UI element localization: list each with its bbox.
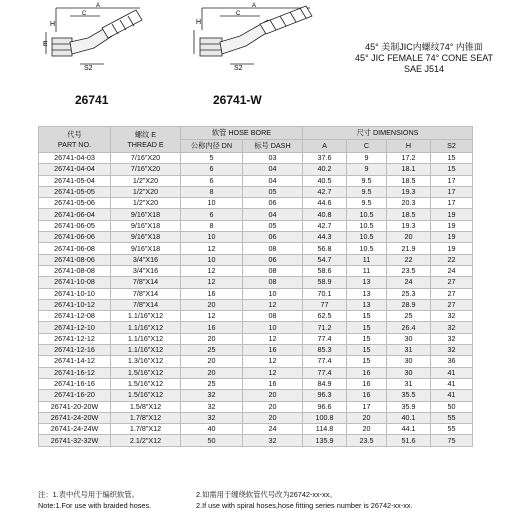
table-cell: 21.9 [387, 243, 431, 254]
table-cell: 19 [431, 209, 473, 220]
table-cell: 17 [431, 198, 473, 209]
table-cell: 20 [181, 356, 243, 367]
table-cell: 71.2 [303, 322, 347, 333]
dim-label-s2: S2 [84, 65, 93, 72]
table-row [39, 232, 473, 243]
header-a: A [303, 140, 347, 153]
table-cell: 16 [347, 390, 387, 401]
table-cell: 1.7/8"X12 [111, 424, 181, 435]
table-cell: 26741-12-10 [39, 322, 111, 333]
table-cell: 06 [243, 198, 303, 209]
table-cell: 77.4 [303, 367, 347, 378]
table-cell: 40.1 [387, 412, 431, 423]
table-cell: 55 [431, 424, 473, 435]
table-cell: 20 [181, 299, 243, 310]
table-cell: 26741-20-20W [39, 401, 111, 412]
table-cell: 04 [243, 164, 303, 175]
table-cell: 32 [431, 345, 473, 356]
dim-label-c: C [82, 11, 87, 17]
table-cell: 27 [431, 288, 473, 299]
table-cell: 41 [431, 378, 473, 389]
table-row [39, 345, 473, 356]
table-cell: 10 [181, 198, 243, 209]
table-cell: 26741-10-08 [39, 277, 111, 288]
table-cell: 114.8 [303, 424, 347, 435]
header-dash: 标号 DASH [243, 140, 303, 153]
dim-label-h-w: H [196, 19, 202, 26]
table-cell: 42.7 [303, 186, 347, 197]
table-cell: 26741-16-20 [39, 390, 111, 401]
table-cell: 12 [181, 311, 243, 322]
table-cell: 20 [243, 390, 303, 401]
table-cell: 20.3 [387, 198, 431, 209]
table-cell: 24 [431, 265, 473, 276]
table-cell: 12 [243, 299, 303, 310]
table-cell: 1.5/8"X12 [111, 401, 181, 412]
table-cell: 1/2"X20 [111, 175, 181, 186]
table-cell: 27 [431, 277, 473, 288]
table-cell: 26741-32-32W [39, 435, 111, 446]
table-cell: 36 [431, 356, 473, 367]
table-cell: 96.6 [303, 401, 347, 412]
table-cell: 7/16"X20 [111, 164, 181, 175]
fitting-spec [334, 42, 514, 75]
table-cell: 26741-10-10 [39, 288, 111, 299]
table-cell: 27 [431, 299, 473, 310]
table-cell: 20 [181, 333, 243, 344]
table-row [39, 424, 473, 435]
table-cell: 135.9 [303, 435, 347, 446]
table-cell: 10 [243, 322, 303, 333]
part-number-26741-w: 26741-W [213, 93, 262, 107]
table-cell: 26741-08-08 [39, 265, 111, 276]
table-cell: 26741-05-04 [39, 175, 111, 186]
table-cell: 31 [387, 345, 431, 356]
table-cell: 9 [347, 164, 387, 175]
table-cell: 19 [431, 220, 473, 231]
table-cell: 17 [431, 175, 473, 186]
table-cell: 18.5 [387, 209, 431, 220]
table-cell: 16 [181, 288, 243, 299]
table-cell: 75 [431, 435, 473, 446]
table-cell: 1.3/16"X12 [111, 356, 181, 367]
table-cell: 32 [243, 435, 303, 446]
table-cell: 19.3 [387, 186, 431, 197]
table-row [39, 254, 473, 265]
table-cell: 1/2"X20 [111, 186, 181, 197]
table-cell: 100.8 [303, 412, 347, 423]
table-cell: 8 [181, 186, 243, 197]
spec-line-en: 45° JIC FEMALE 74° CONE SEAT [354, 53, 494, 63]
table-cell: 3/4"X16 [111, 254, 181, 265]
table-cell: 19 [431, 243, 473, 254]
table-cell: 17.2 [387, 153, 431, 164]
table-cell: 18.1 [387, 164, 431, 175]
table-cell: 96.3 [303, 390, 347, 401]
table-cell: 40.8 [303, 209, 347, 220]
table-cell: 77.4 [303, 356, 347, 367]
fitting-drawing-26741-w [180, 2, 320, 80]
table-cell: 12 [243, 367, 303, 378]
table-cell: 26741-06-04 [39, 209, 111, 220]
table-cell: 23.5 [387, 265, 431, 276]
table-row [39, 186, 473, 197]
header-dn: 公称内径 DN [181, 140, 243, 153]
table-cell: 40.5 [303, 175, 347, 186]
table-cell: 58.9 [303, 277, 347, 288]
table-cell: 26741-12-12 [39, 333, 111, 344]
table-cell: 11 [347, 254, 387, 265]
table-cell: 50 [181, 435, 243, 446]
table-cell: 25.3 [387, 288, 431, 299]
table-cell: 1.1/16"X12 [111, 345, 181, 356]
table-cell: 20 [347, 412, 387, 423]
table-row [39, 390, 473, 401]
table-cell: 10 [181, 232, 243, 243]
table-row [39, 401, 473, 412]
table-cell: 26741-04-03 [39, 153, 111, 164]
dimensions-table [38, 126, 473, 447]
table-cell: 10.5 [347, 220, 387, 231]
table-cell: 10.5 [347, 243, 387, 254]
table-row [39, 288, 473, 299]
table-cell: 31 [387, 378, 431, 389]
table-cell: 7/8"X14 [111, 288, 181, 299]
table-row [39, 175, 473, 186]
table-cell: 5 [181, 153, 243, 164]
table-cell: 03 [243, 153, 303, 164]
header-h: H [387, 140, 431, 153]
table-cell: 9.5 [347, 198, 387, 209]
table-cell: 25 [387, 311, 431, 322]
table-cell: 22 [387, 254, 431, 265]
table-cell: 08 [243, 265, 303, 276]
table-cell: 1.5/16"X12 [111, 378, 181, 389]
table-cell: 1.1/16"X12 [111, 322, 181, 333]
table-cell: 6 [181, 209, 243, 220]
table-row [39, 412, 473, 423]
table-row [39, 164, 473, 175]
table-cell: 1/2"X20 [111, 198, 181, 209]
table-row [39, 322, 473, 333]
table-cell: 62.5 [303, 311, 347, 322]
spec-line-standard: SAE J514 [403, 64, 445, 74]
table-row [39, 378, 473, 389]
table-cell: 16 [181, 322, 243, 333]
table-cell: 26741-16-12 [39, 367, 111, 378]
table-cell: 15 [431, 153, 473, 164]
table-row [39, 243, 473, 254]
table-cell: 10.5 [347, 232, 387, 243]
table-row [39, 265, 473, 276]
dim-label-h: H [50, 21, 56, 28]
part-number-26741: 26741 [75, 93, 109, 107]
table-cell: 04 [243, 209, 303, 220]
table-cell: 25 [181, 345, 243, 356]
table-cell: 32 [431, 311, 473, 322]
table-cell: 17 [347, 401, 387, 412]
table-cell: 58.6 [303, 265, 347, 276]
table-cell: 10.5 [347, 209, 387, 220]
table-cell: 10 [243, 288, 303, 299]
table-row [39, 153, 473, 164]
table-row [39, 277, 473, 288]
table-row [39, 209, 473, 220]
table-cell: 16 [347, 367, 387, 378]
table-cell: 26741-05-05 [39, 186, 111, 197]
table-cell: 08 [243, 311, 303, 322]
table-cell: 3/4"X16 [111, 265, 181, 276]
table-cell: 44.3 [303, 232, 347, 243]
dim-label-a: A [96, 3, 101, 9]
table-cell: 19.3 [387, 220, 431, 231]
table-cell: 19 [431, 232, 473, 243]
table-cell: 44.6 [303, 198, 347, 209]
header-c: C [347, 140, 387, 153]
note-cn-2: 2.如需用于缠绕软管代号改为26742-xx-xx。 [196, 490, 337, 499]
table-cell: 1.5/16"X12 [111, 367, 181, 378]
table-cell: 42.7 [303, 220, 347, 231]
table-cell: 35.5 [387, 390, 431, 401]
table-cell: 35.9 [387, 401, 431, 412]
table-cell: 20 [181, 367, 243, 378]
table-row [39, 311, 473, 322]
table-cell: 13 [347, 277, 387, 288]
note-cn-1: 注：1.表中代号用于编织软管。 [38, 490, 139, 499]
table-cell: 17 [431, 186, 473, 197]
table-cell: 26741-10-12 [39, 299, 111, 310]
header-dimensions: 尺寸 DIMENSIONS [303, 127, 473, 140]
table-cell: 26741-12-08 [39, 311, 111, 322]
dim-label-c-w: C [236, 11, 241, 17]
table-cell: 37.6 [303, 153, 347, 164]
table-cell: 23.5 [347, 435, 387, 446]
table-cell: 06 [243, 254, 303, 265]
table-cell: 1.1/16"X12 [111, 333, 181, 344]
table-cell: 56.8 [303, 243, 347, 254]
table-cell: 12 [181, 277, 243, 288]
table-cell: 26741-16-16 [39, 378, 111, 389]
table-cell: 9.5 [347, 186, 387, 197]
table-cell: 44.1 [387, 424, 431, 435]
spec-line-cn: 45° 美制JIC内螺纹74° 内锥面 [365, 42, 483, 52]
table-cell: 7/8"X14 [111, 299, 181, 310]
table-row [39, 299, 473, 310]
header-part-no: 代号 PART NO. [39, 127, 111, 153]
table-cell: 9/16"X18 [111, 209, 181, 220]
table-cell: 26741-24-20W [39, 412, 111, 423]
header-s2: S2 [431, 140, 473, 153]
table-cell: 1.5/16"X12 [111, 390, 181, 401]
table-body [39, 153, 473, 447]
table-cell: 77.4 [303, 333, 347, 344]
fitting-drawing-26741 [40, 2, 150, 80]
table-cell: 05 [243, 186, 303, 197]
table-cell: 32 [181, 390, 243, 401]
table-cell: 26.4 [387, 322, 431, 333]
table-cell: 7/16"X20 [111, 153, 181, 164]
table-cell: 77 [303, 299, 347, 310]
table-cell: 12 [243, 333, 303, 344]
table-cell: 15 [431, 164, 473, 175]
table-cell: 26741-06-06 [39, 232, 111, 243]
table-cell: 18.5 [387, 175, 431, 186]
table-cell: 15 [347, 311, 387, 322]
table-cell: 41 [431, 390, 473, 401]
table-cell: 20 [347, 424, 387, 435]
table-cell: 08 [243, 243, 303, 254]
table-row [39, 367, 473, 378]
table-cell: 12 [181, 265, 243, 276]
table-cell: 2.1/2"X12 [111, 435, 181, 446]
table-cell: 12 [243, 356, 303, 367]
table-cell: 30 [387, 356, 431, 367]
table-cell: 32 [181, 401, 243, 412]
table-cell: 04 [243, 175, 303, 186]
table-row [39, 220, 473, 231]
header-hose-bore: 软管 HOSE BORE [181, 127, 303, 140]
table-cell: 26741-06-08 [39, 243, 111, 254]
table-cell: 06 [243, 232, 303, 243]
table-cell: 1.1/16"X12 [111, 311, 181, 322]
table-cell: 25 [181, 378, 243, 389]
table-cell: 24 [243, 424, 303, 435]
dim-label-e: E [43, 41, 48, 48]
table-cell: 28.9 [387, 299, 431, 310]
table-cell: 30 [387, 367, 431, 378]
table-cell: 12 [181, 243, 243, 254]
table-cell: 10 [181, 254, 243, 265]
note-en-2: 2.If use with spiral hoses,hose fitting series number is 26742-xx-xx. [196, 501, 413, 510]
table-cell: 15 [347, 333, 387, 344]
table-cell: 40 [181, 424, 243, 435]
header-thread: 螺纹 E THREAD E [111, 127, 181, 153]
table-cell: 40.2 [303, 164, 347, 175]
table-cell: 9/16"X18 [111, 220, 181, 231]
table-cell: 6 [181, 175, 243, 186]
table-cell: 41 [431, 367, 473, 378]
table-cell: 13 [347, 288, 387, 299]
table-row [39, 356, 473, 367]
table-cell: 32 [181, 412, 243, 423]
table-cell: 7/8"X14 [111, 277, 181, 288]
table-cell: 22 [431, 254, 473, 265]
table-cell: 05 [243, 220, 303, 231]
table-row [39, 198, 473, 209]
table-cell: 9/16"X18 [111, 243, 181, 254]
table-cell: 20 [387, 232, 431, 243]
table-cell: 24 [387, 277, 431, 288]
table-cell: 6 [181, 164, 243, 175]
table-cell: 9.5 [347, 175, 387, 186]
table-cell: 26741-12-16 [39, 345, 111, 356]
table-cell: 70.1 [303, 288, 347, 299]
table-cell: 20 [243, 412, 303, 423]
table-cell: 9 [347, 153, 387, 164]
table-cell: 16 [243, 378, 303, 389]
table-row [39, 435, 473, 446]
table-cell: 16 [347, 378, 387, 389]
table-cell: 85.3 [303, 345, 347, 356]
table-cell: 84.9 [303, 378, 347, 389]
table-cell: 26741-08-06 [39, 254, 111, 265]
table-cell: 11 [347, 265, 387, 276]
table-row [39, 333, 473, 344]
table-cell: 16 [243, 345, 303, 356]
table-cell: 32 [431, 333, 473, 344]
table-cell: 55 [431, 412, 473, 423]
table-cell: 50 [431, 401, 473, 412]
table-cell: 32 [431, 322, 473, 333]
table-cell: 26741-04-04 [39, 164, 111, 175]
table-cell: 26741-06-05 [39, 220, 111, 231]
dim-label-a-w: A [252, 3, 257, 9]
table-cell: 26741-14-12 [39, 356, 111, 367]
dim-label-s2-w: S2 [234, 65, 243, 72]
table-cell: 13 [347, 299, 387, 310]
notes [38, 489, 472, 511]
table-cell: 8 [181, 220, 243, 231]
table-cell: 1.7/8"X12 [111, 412, 181, 423]
table-cell: 51.6 [387, 435, 431, 446]
table-cell: 08 [243, 277, 303, 288]
table-cell: 20 [243, 401, 303, 412]
table-cell: 30 [387, 333, 431, 344]
table-cell: 9/16"X18 [111, 232, 181, 243]
table-cell: 54.7 [303, 254, 347, 265]
table-cell: 15 [347, 356, 387, 367]
table-cell: 26741-05-06 [39, 198, 111, 209]
table-cell: 15 [347, 345, 387, 356]
table-cell: 26741-24-24W [39, 424, 111, 435]
note-en-1: Note:1.For use with braided hoses. [38, 501, 152, 510]
table-cell: 15 [347, 322, 387, 333]
